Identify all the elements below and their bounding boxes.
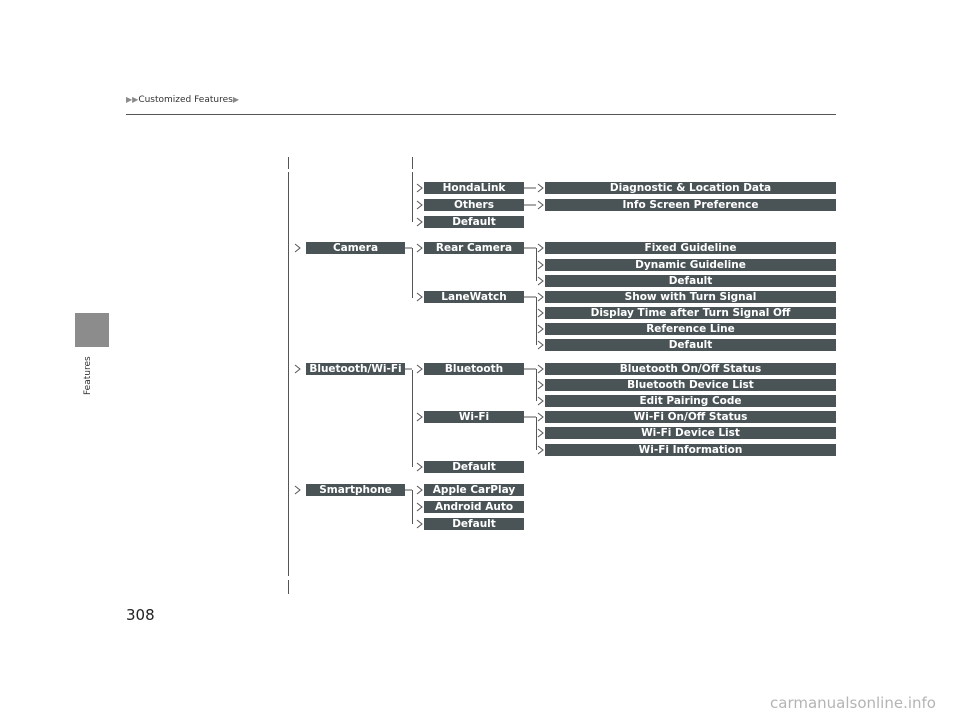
menu-item-hondalink: HondaLink [424, 182, 524, 194]
menu-item-bt-device-list: Bluetooth Device List [545, 379, 836, 391]
menu-item-wifi-info: Wi-Fi Information [545, 444, 836, 456]
menu-item-apple-carplay: Apple CarPlay [424, 484, 524, 496]
menu-item-dynamic-guideline: Dynamic Guideline [545, 259, 836, 271]
menu-item-default-top: Default [424, 216, 524, 228]
menu-item-default-lw: Default [545, 339, 836, 351]
breadcrumb-label: Customized Features [138, 95, 233, 105]
watermark: carmanualsonline.info [770, 694, 936, 712]
page-number: 308 [126, 606, 155, 624]
menu-item-display-time: Display Time after Turn Signal Off [545, 307, 836, 319]
triangle-right-icon: ▶ [232, 95, 239, 104]
menu-item-wifi: Wi-Fi [424, 411, 524, 423]
menu-item-bluetooth: Bluetooth [424, 363, 524, 375]
menu-item-show-turn-signal: Show with Turn Signal [545, 291, 836, 303]
menu-item-default-rear: Default [545, 275, 836, 287]
menu-item-android-auto: Android Auto [424, 501, 524, 513]
menu-item-default-sp: Default [424, 518, 524, 530]
menu-item-lanewatch: LaneWatch [424, 291, 524, 303]
menu-item-smartphone: Smartphone [306, 484, 405, 496]
menu-item-wifi-device-list: Wi-Fi Device List [545, 427, 836, 439]
section-label: Features [83, 356, 93, 395]
menu-item-camera: Camera [306, 242, 405, 254]
menu-item-default-bt: Default [424, 461, 524, 473]
menu-item-bluetooth-wifi: Bluetooth/Wi-Fi [306, 363, 405, 375]
menu-item-wifi-onoff: Wi-Fi On/Off Status [545, 411, 836, 423]
menu-item-reference-line: Reference Line [545, 323, 836, 335]
menu-item-others: Others [424, 199, 524, 211]
menu-item-rear-camera: Rear Camera [424, 242, 524, 254]
menu-item-info-screen-pref: Info Screen Preference [545, 199, 836, 211]
menu-item-edit-pairing: Edit Pairing Code [545, 395, 836, 407]
menu-item-diagnostic-location: Diagnostic & Location Data [545, 182, 836, 194]
menu-item-fixed-guideline: Fixed Guideline [545, 242, 836, 254]
menu-item-bt-onoff: Bluetooth On/Off Status [545, 363, 836, 375]
triangle-right-icon: ▶▶ [126, 95, 139, 104]
